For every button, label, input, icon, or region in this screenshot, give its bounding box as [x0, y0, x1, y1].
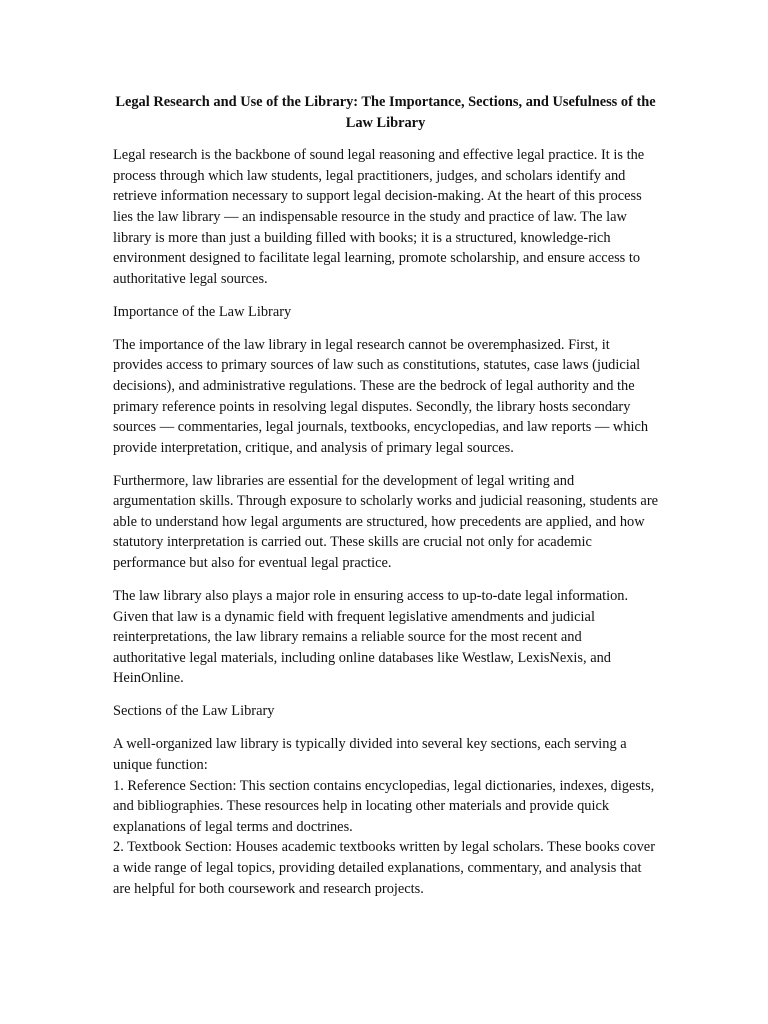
importance-paragraph-2: Furthermore, law libraries are essential for the development of legal writing and argumentation skills. Through exposure to scholarly works and judicial reasoning, students are able to understand how legal arguments are structured, how precedents are applied, and how statutory interpretation is carried out. These skills are crucial not only for academic performance but also for eventual legal practice.	[113, 472, 659, 572]
importance-paragraph-3: The law library also plays a major role in ensuring access to up-to-date legal information. Given that law is a dynamic field with frequent legislative amendments and judicial reinterpretations, the law library remains a reliable source for the most recent and authoritative legal materials, including online databases like Westlaw, LexisNexis, and HeinOnline.	[113, 588, 629, 687]
section-heading-importance: Importance of the Law Library	[113, 303, 292, 320]
sections-list	[113, 734, 658, 899]
document-page	[113, 92, 658, 899]
importance-paragraph-1: The importance of the law library in legal research cannot be overemphasized. First, it provides access to primary sources of law such as constitutions, statutes, case laws (judicial decisions), and administrative regulations. These are the bedrock of legal authority and the primary reference points in resolving legal disputes. Secondly, the library hosts secondary sources — commentaries, legal journals, textbooks, encyclopedias, and law reports — which provide interpretation, critique, and analysis of primary legal sources.	[113, 336, 649, 456]
list-item: 1. Reference Section: This section contains encyclopedias, legal dictionaries, indexes, digests, and bibliographies. These resources help in locating other materials and provide quick explanations of legal terms and doctrines.	[113, 777, 655, 835]
section-heading-sections: Sections of the Law Library	[113, 703, 275, 720]
intro-paragraph: Legal research is the backbone of sound legal reasoning and effective legal practice. It is the process through which law students, legal practitioners, judges, and scholars identify and retrieve information necessary to support legal decision-making. At the heart of this process lies the law library — an indispensable resource in the study and practice of law. The law library is more than just a building filled with books; it is a structured, knowledge-rich environment designed to facilitate legal learning, promote scholarship, and ensure access to authoritative legal sources.	[113, 147, 645, 287]
list-item: 2. Textbook Section: Houses academic textbooks written by legal scholars. These books cover a wide range of legal topics, providing detailed explanations, commentary, and analysis that are helpful for both coursework and research projects.	[113, 839, 655, 897]
sections-intro: A well-organized law library is typically divided into several key sections, each serving a unique function:	[113, 736, 627, 773]
document-title: Legal Research and Use of the Library: The Importance, Sections, and Usefulness of the Law Library	[115, 94, 656, 131]
